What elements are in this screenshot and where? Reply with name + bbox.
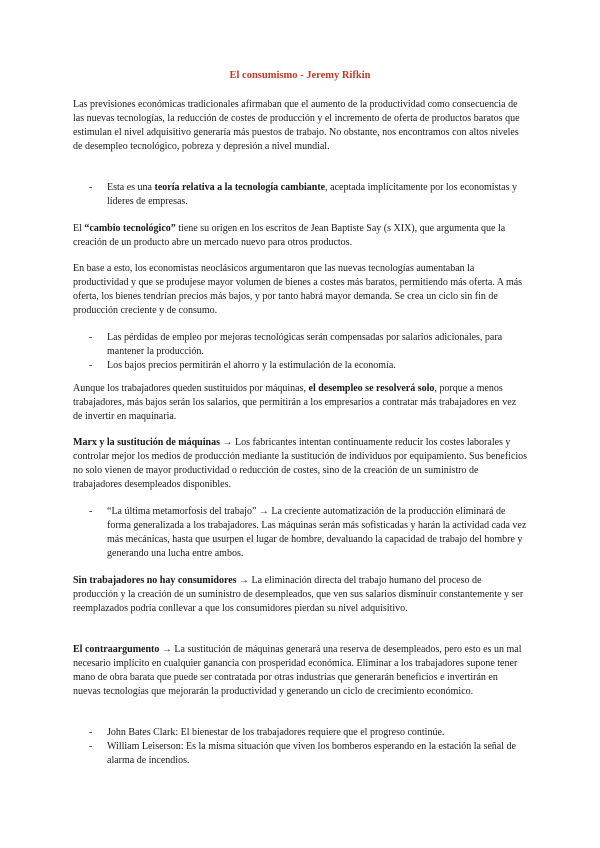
text-run: El: [73, 223, 85, 234]
bullet-item: [89, 181, 529, 209]
text-run: Aunque los trabajadores queden sustituidos por máquinas,: [73, 383, 309, 394]
paragraph-intro: Las previsiones económicas tradicionales afirmaban que el aumento de la productividad como consecuencia de las nuevas tecnologías, la reducción de costes de producción y el incremento de oferta de productos baratos que estimulan el nivel adquisitivo generaría más puestos de trabajo. No obstante, nos encontramos con altos niveles de desempleo tecnológico, pobreza y depresión a nivel mundial.: [73, 99, 520, 152]
paragraph-marx: [73, 436, 528, 492]
text-run: → La eliminación directa del trabajo humano del proceso de producción y la creación de un suministro de desempleados, que ven sus salarios disminuir constantemente y ser reemplazados podría conllevar a que los consumidores pierdan su nivel adquisitivo.: [73, 575, 524, 614]
text-run: tiene su origen en los escritos de Jean Baptiste Say (s XIX), que argumenta que la creación de un producto abre un mercado nuevo para otros productos.: [73, 223, 506, 248]
text-run: Esta es una: [107, 182, 155, 193]
bullet-text: [107, 181, 529, 209]
bullet-text: John Bates Clark: El bienestar de los trabajadores requiere que el progreso continúe.: [107, 727, 445, 738]
bullet-dash: -: [89, 360, 93, 371]
bold-run: Sin trabajadores no hay consumidores: [73, 575, 237, 586]
bullet-dash: -: [89, 182, 93, 193]
bullet-text: William Leiserson: Es la misma situación que viven los bomberos esperando en la estación la señal de alarma de incendios.: [107, 741, 516, 766]
paragraph-desempleo: [73, 382, 528, 424]
document-title: El consumismo - Jeremy Rifkin: [229, 70, 371, 81]
bullet-dash: -: [89, 741, 93, 752]
bold-run: “cambio tecnológico”: [84, 223, 176, 234]
bullet-item: [89, 331, 529, 359]
bold-run: El contraargumento: [73, 644, 160, 655]
text-run: → Los fabricantes intentan continuamente reducir los costes laborales y controlar mejor los medios de producción mediante la sustitución de individuos por equipamiento. Sus beneficios no solo vienen de mayor productividad o reducción de costes, sino de la creación de un suministro de trabajadores desempleados disponibles.: [73, 437, 528, 490]
bullet-dash: -: [89, 506, 93, 517]
bullet-text: “La última metamorfosis del trabajo” → La creciente automatización de la producción eliminará de forma generalizada a los trabajadores. Las máquinas serán más sofisticadas y harán la actividad cada vez más mecánicas, hasta que usurpen el lugar de hombre, devaluando la capacidad de trabajo del hombre y generando una lucha entre ambos.: [107, 506, 527, 559]
bold-run: Marx y la sustitución de máquinas: [73, 437, 220, 448]
bullet-item: [89, 359, 529, 373]
paragraph-neoclasicos: En base a esto, los economistas neoclásicos argumentaron que las nuevas tecnologías aumentaban la productividad y que se produjese mayor volumen de bienes a costes más baratos, permitiendo más oferta. A más oferta, los bienes tendrían precios más bajos, y por tanto habrá mayor demanda. Se crea un ciclo sin fin de producción creciente y de consumo.: [73, 263, 523, 316]
bullet-item: [89, 505, 529, 561]
text-run: , porque a menos trabajadores, más bajos serán los salarios, que permitirán a los empresarios a contratar más trabajadores en vez de invertir en maquinaria.: [73, 383, 517, 422]
text-run: → La sustitución de máquinas generará una reserva de desempleados, pero esto es un mal necesario implícito en cualquier ganancia con prosperidad económica. Eliminar a los trabajadores supone tener mano de obra barata que puede ser contratada por otras industrias que generarán beneficios e invertirán en nuevas tecnologías que mejorarán la productividad y generando un ciclo de crecimiento económico.: [73, 644, 522, 697]
bullet-item: [89, 740, 529, 768]
bullet-text: Los bajos precios permitirán el ahorro y la estimulación de la economía.: [107, 360, 396, 371]
bullet-dash: -: [89, 332, 93, 343]
paragraph-sin-trabajadores: [73, 574, 528, 616]
bullet-item: [89, 726, 529, 740]
bullet-dash: -: [89, 727, 93, 738]
bold-run: teoría relativa a la tecnología cambiante: [154, 182, 326, 193]
bullet-text: Las pérdidas de empleo por mejoras tecnológicas serán compensadas por salarios adicionales, para mantener la producción.: [107, 332, 503, 357]
paragraph-contraargumento: [73, 643, 528, 699]
text-run: , aceptada implícitamente por los economistas y líderes de empresas.: [107, 182, 518, 207]
paragraph-cambio-tecnologico: [73, 222, 528, 250]
bold-run: el desempleo se resolverá solo: [308, 383, 435, 394]
